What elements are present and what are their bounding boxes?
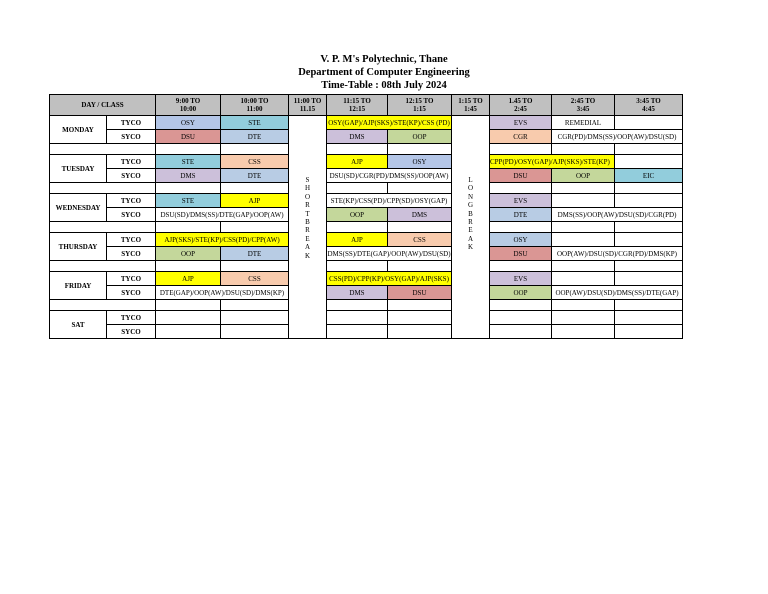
- day-tuesday: TUESDAY: [50, 155, 107, 183]
- day-monday: MONDAY: [50, 116, 107, 144]
- cell: STE: [221, 116, 289, 130]
- cell: DMS: [327, 130, 388, 144]
- cell: CGR(PD)/DMS(SS)/OOP(AW)/DSU(SD): [552, 130, 683, 144]
- department-title: Department of Computer Engineering: [298, 67, 470, 78]
- spacer-row: [50, 300, 683, 311]
- cell: DSU(SD)/DMS(SS)/DTE(GAP)/OOP(AW): [156, 208, 289, 222]
- cell: DMS(SS)/DTE(GAP)/OOP(AW)/DSU(SD): [327, 247, 452, 261]
- day-saturday: SAT: [50, 311, 107, 339]
- cell: DTE: [490, 208, 552, 222]
- header-slot-9: 3:45 TO 4:45: [615, 95, 683, 116]
- cell: [615, 233, 683, 247]
- cell: OOP(AW)/DSU(SD)/CGR(PD)/DMS(KP): [552, 247, 683, 261]
- cell: EVS: [490, 194, 552, 208]
- class-label: SYCO: [107, 325, 156, 339]
- cell: DTE(GAP)/OOP(AW)/DSU(SD)/DMS(KP): [156, 286, 289, 300]
- cell: [615, 194, 683, 208]
- table-row: [50, 194, 683, 208]
- cell: REMEDIAL: [552, 116, 615, 130]
- class-label: TYCO: [107, 233, 156, 247]
- cell: DTE: [221, 247, 289, 261]
- long-break-label: LONG​BREAK: [467, 176, 474, 252]
- cell: OOP: [490, 286, 552, 300]
- header-row: [50, 95, 683, 116]
- table-row: [50, 325, 683, 339]
- short-break-label: SHORT​BREAK: [304, 176, 311, 260]
- short-break-column: [289, 116, 327, 339]
- header-slot-4: 11:15 TO 12:15: [327, 95, 388, 116]
- timetable-grid: [49, 94, 683, 339]
- class-label: TYCO: [107, 194, 156, 208]
- header-slot-1: 9:00 TO 10:00: [156, 95, 221, 116]
- class-label: TYCO: [107, 311, 156, 325]
- cell: EIC: [615, 169, 683, 183]
- day-wednesday: WEDNESDAY: [50, 194, 107, 222]
- cell: OOP: [552, 169, 615, 183]
- table-row: [50, 155, 683, 169]
- cell: OOP: [388, 130, 452, 144]
- cell: [552, 194, 615, 208]
- spacer-row: [50, 183, 683, 194]
- class-label: SYCO: [107, 208, 156, 222]
- header-slot-2: 10:00 TO 11:00: [221, 95, 289, 116]
- institute-title: V. P. M's Polytechnic, Thane: [320, 54, 448, 65]
- cell: EVS: [490, 116, 552, 130]
- header-slot-3: 11:00 TO 11.15: [289, 95, 327, 116]
- cell: [552, 233, 615, 247]
- table-row: [50, 208, 683, 222]
- timetable-title: Time-Table : 08th July 2024: [321, 80, 447, 91]
- cell: AJP: [327, 155, 388, 169]
- cell: OSY: [156, 116, 221, 130]
- cell: DMS: [156, 169, 221, 183]
- cell: CSS: [221, 272, 289, 286]
- cell: STE: [156, 194, 221, 208]
- cell: OOP(AW)/DSU(SD)/DMS(SS)/DTE(GAP): [552, 286, 683, 300]
- cell: OSY: [490, 233, 552, 247]
- header-slot-8: 2:45 TO 3:45: [552, 95, 615, 116]
- cell: DSU: [388, 286, 452, 300]
- cell: [615, 272, 683, 286]
- class-label: SYCO: [107, 130, 156, 144]
- cell: AJP(SKS)/STE(KP)/CSS(PD)/CPP(AW): [156, 233, 289, 247]
- cell: AJP: [221, 194, 289, 208]
- cell: DMS: [388, 208, 452, 222]
- cell: CPP(PD)/OSY(GAP)/AJP(SKS)/STE(KP): [490, 155, 615, 169]
- cell: AJP: [156, 272, 221, 286]
- cell: DSU: [156, 130, 221, 144]
- cell: [552, 272, 615, 286]
- header-slot-7: 1.45 TO 2:45: [490, 95, 552, 116]
- cell: CGR: [490, 130, 552, 144]
- cell: DSU: [490, 169, 552, 183]
- class-label: SYCO: [107, 247, 156, 261]
- table-row: [50, 286, 683, 300]
- cell: CSS(PD)/CPP(KP)/OSY(GAP)/AJP(SKS): [327, 272, 452, 286]
- table-row: [50, 311, 683, 325]
- class-label: SYCO: [107, 169, 156, 183]
- cell: OSY: [388, 155, 452, 169]
- class-label: SYCO: [107, 286, 156, 300]
- cell: AJP: [327, 233, 388, 247]
- cell: OSY(GAP)/AJP(SKS)/STE(KP)/CSS (PD): [327, 116, 452, 130]
- cell: EVS: [490, 272, 552, 286]
- spacer-row: [50, 144, 683, 155]
- cell: STE(KP)/CSS(PD)/CPP(SD)/OSY(GAP): [327, 194, 452, 208]
- table-row: [50, 233, 683, 247]
- day-friday: FRIDAY: [50, 272, 107, 300]
- cell: DMS(SS)/OOP(AW)/DSU(SD)/CGR(PD): [552, 208, 683, 222]
- cell: OOP: [156, 247, 221, 261]
- cell: CSS: [221, 155, 289, 169]
- cell: CSS: [388, 233, 452, 247]
- class-label: TYCO: [107, 272, 156, 286]
- table-row: [50, 272, 683, 286]
- cell: DSU(SD)/CGR(PD)/DMS(SS)/OOP(AW): [327, 169, 452, 183]
- class-label: TYCO: [107, 116, 156, 130]
- table-row: [50, 130, 683, 144]
- long-break-column: [452, 116, 490, 339]
- table-row: [50, 247, 683, 261]
- cell: DTE: [221, 130, 289, 144]
- spacer-row: [50, 261, 683, 272]
- cell: DTE: [221, 169, 289, 183]
- cell: OOP: [327, 208, 388, 222]
- class-label: TYCO: [107, 155, 156, 169]
- cell: DSU: [490, 247, 552, 261]
- cell: [615, 116, 683, 130]
- spacer-row: [50, 222, 683, 233]
- cell: STE: [156, 155, 221, 169]
- cell: [615, 155, 683, 169]
- cell: DMS: [327, 286, 388, 300]
- header-slot-5: 12:15 TO 1:15: [388, 95, 452, 116]
- header-day-class: DAY / CLASS: [50, 95, 156, 116]
- header-slot-6: 1:15 TO 1:45: [452, 95, 490, 116]
- day-thursday: THURSDAY: [50, 233, 107, 261]
- table-row: [50, 169, 683, 183]
- table-row: [50, 116, 683, 130]
